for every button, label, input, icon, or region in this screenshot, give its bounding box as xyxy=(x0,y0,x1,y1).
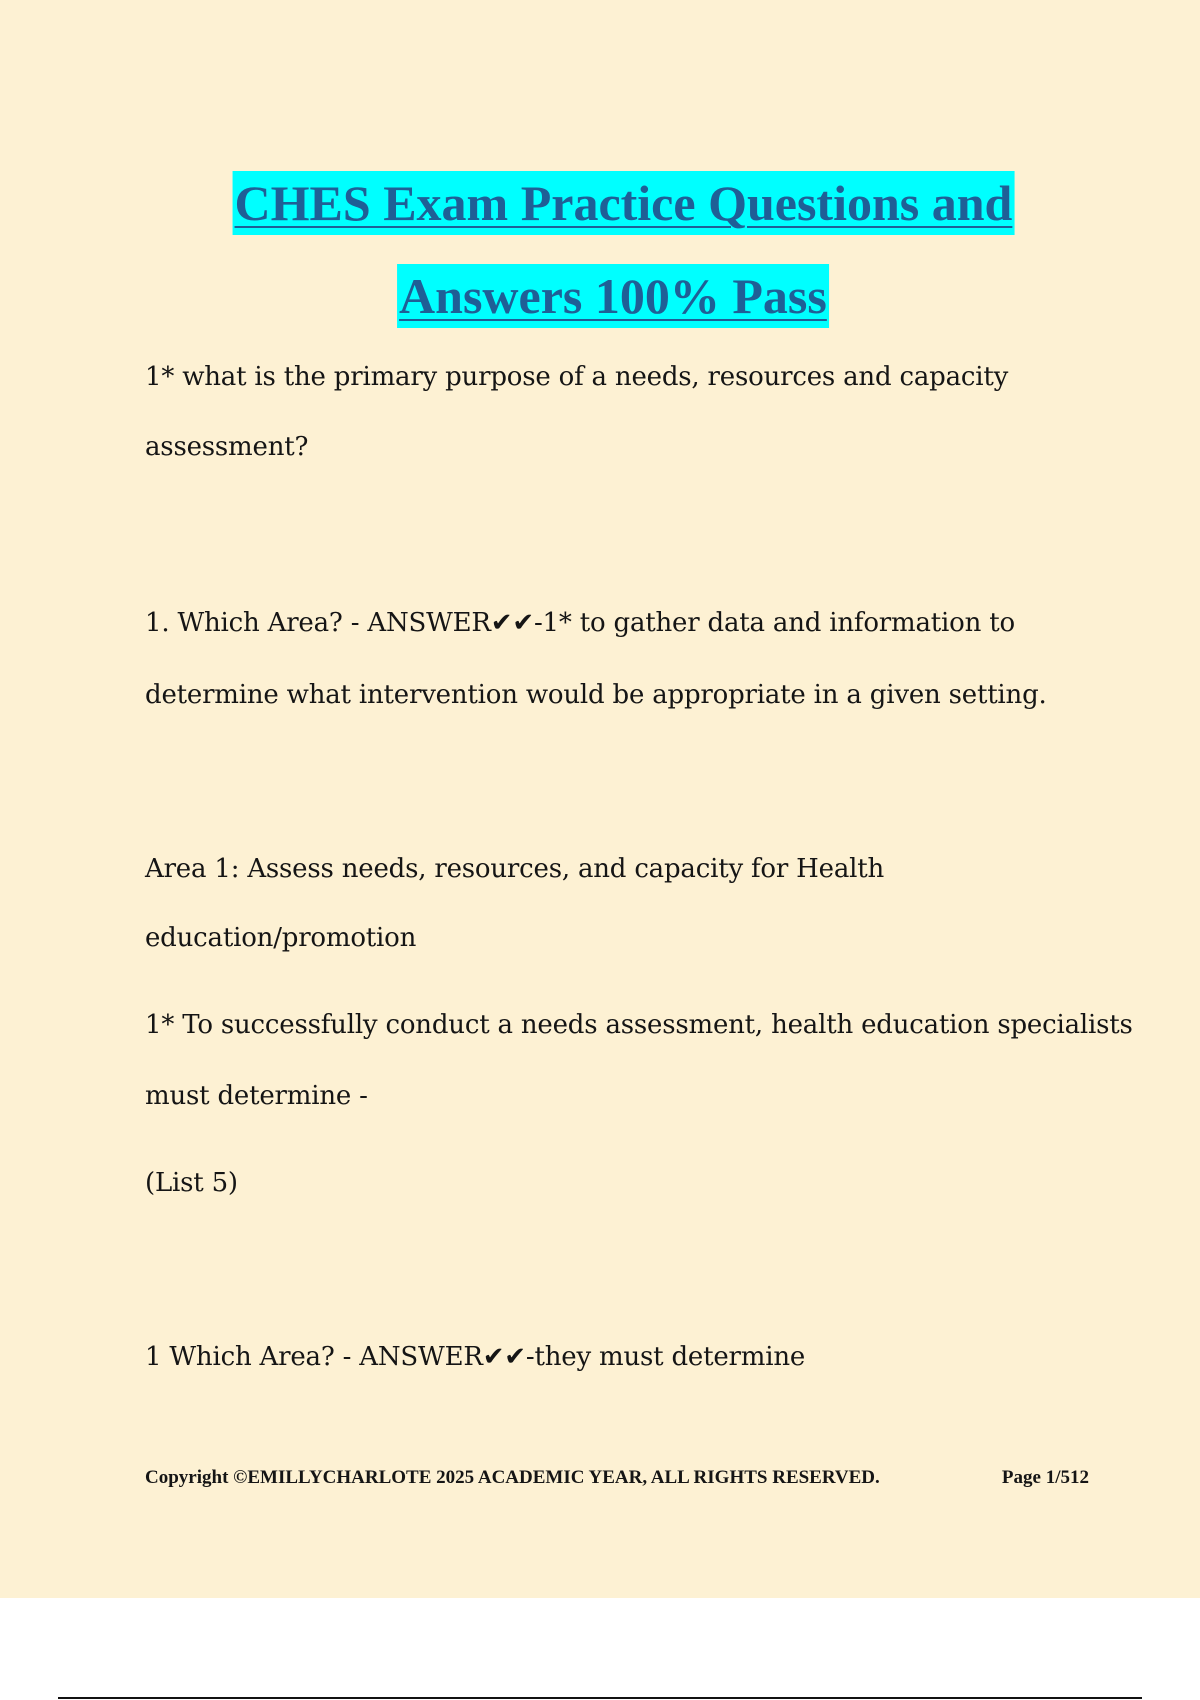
title-line-1: CHES Exam Practice Questions and xyxy=(233,171,1015,235)
area-heading-line: Area 1: Assess needs, resources, and capacity for Health xyxy=(145,854,885,884)
answer-line: determine what intervention would be appropriate in a given setting. xyxy=(145,680,1047,710)
copyright-text: Copyright ©EMILLYCHARLOTE 2025 ACADEMIC YEAR, ALL RIGHTS RESERVED. xyxy=(145,1467,880,1488)
area-heading-line: education/promotion xyxy=(145,923,417,953)
answer-line: 1. Which Area? - ANSWER✔✔-1* to gather data and information to xyxy=(145,608,1015,638)
question-line: 1* To successfully conduct a needs assessment, health education specialists xyxy=(145,1010,1133,1040)
question-line: assessment? xyxy=(145,432,309,462)
title-line-2: Answers 100% Pass xyxy=(397,264,829,328)
question-line: 1* what is the primary purpose of a needs, resources and capacity xyxy=(145,362,1009,392)
page-number: Page 1/512 xyxy=(1001,1467,1089,1488)
question-line: must determine - xyxy=(145,1081,368,1111)
bottom-divider xyxy=(58,1697,1142,1699)
page-footer xyxy=(145,1467,1089,1489)
question-line: (List 5) xyxy=(145,1168,238,1198)
answer-line: 1 Which Area? - ANSWER✔✔-they must determine xyxy=(145,1342,806,1372)
